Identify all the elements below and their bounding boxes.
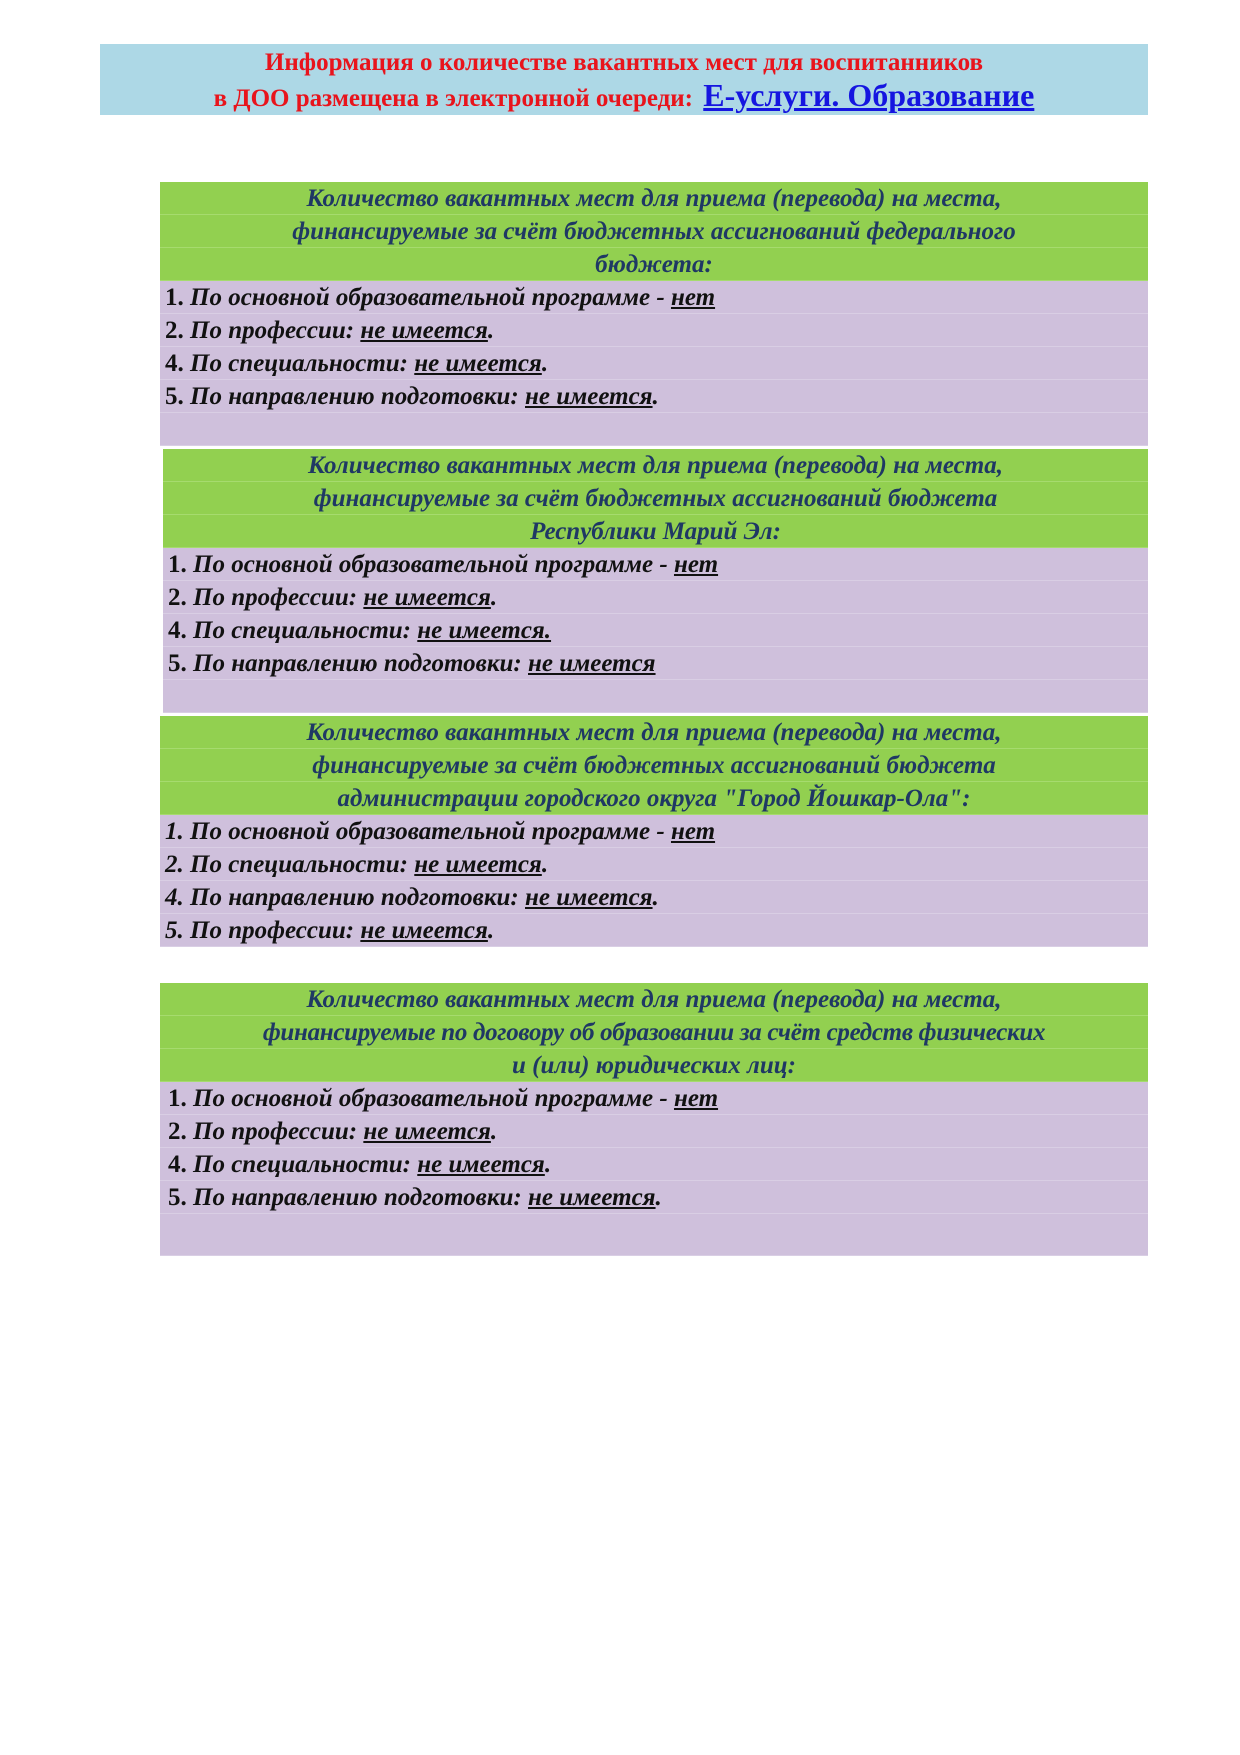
item-number: 1. xyxy=(165,818,184,845)
item-value: не имеется. xyxy=(417,617,552,644)
item-tail: . xyxy=(541,851,549,878)
list-item xyxy=(160,1082,1148,1115)
list-item xyxy=(163,548,1148,581)
banner-line-1: Информация о количестве вакантных мест для воспитанников xyxy=(264,49,984,76)
item-value: не имеется xyxy=(414,350,542,377)
item-value: не имеется xyxy=(363,1118,491,1145)
heading-line: Количество вакантных мест для приема (перевода) на места, xyxy=(160,182,1148,215)
item-value: не имеется xyxy=(528,1184,656,1211)
item-value: нет xyxy=(670,284,716,311)
section-items xyxy=(163,548,1148,713)
section-city-budget xyxy=(160,716,1148,947)
list-item xyxy=(160,347,1148,380)
section-items xyxy=(160,1082,1148,1256)
item-number: 5. xyxy=(165,917,184,944)
item-number: 4. xyxy=(165,884,184,911)
item-text: По профессии: xyxy=(190,317,361,344)
heading-line: Республики Марий Эл: xyxy=(163,515,1148,548)
item-number: 5. xyxy=(165,383,184,410)
item-value: нет xyxy=(670,818,716,845)
item-text: По специальности: xyxy=(190,851,415,878)
item-tail: . xyxy=(490,1118,498,1145)
item-tail: . xyxy=(487,317,495,344)
item-text: По направлению подготовки: xyxy=(193,1184,528,1211)
list-item xyxy=(160,1181,1148,1214)
item-value: не имеется xyxy=(360,317,488,344)
heading-line: Количество вакантных мест для приема (перевода) на места, xyxy=(163,449,1148,482)
list-item xyxy=(160,914,1148,947)
banner-line-2 xyxy=(100,79,1148,115)
banner-line-2-text: в ДОО размещена в электронной очереди: xyxy=(213,85,694,112)
item-number: 1. xyxy=(165,284,184,311)
item-number: 5. xyxy=(168,650,187,677)
item-text: По направлению подготовки: xyxy=(193,650,528,677)
section-heading xyxy=(163,449,1148,548)
heading-line: финансируемые за счёт бюджетных ассигнований бюджета xyxy=(163,482,1148,515)
list-item xyxy=(160,881,1148,914)
list-item xyxy=(160,1115,1148,1148)
item-text: По основной образовательной программе - xyxy=(190,818,671,845)
item-number: 5. xyxy=(168,1184,187,1211)
item-value: нет xyxy=(673,551,719,578)
item-tail: . xyxy=(652,884,659,911)
item-text: По профессии: xyxy=(193,1118,364,1145)
item-text: По основной образовательной программе - xyxy=(190,284,671,311)
item-text: По профессии: xyxy=(190,917,361,944)
heading-line: Количество вакантных мест для приема (перевода) на места, xyxy=(160,983,1148,1016)
section-heading xyxy=(160,983,1148,1082)
item-value: не имеется xyxy=(525,884,653,911)
item-number: 4. xyxy=(168,617,187,644)
item-number: 2. xyxy=(165,851,184,878)
item-tail: . xyxy=(487,917,495,944)
item-text: По основной образовательной программе - xyxy=(193,551,674,578)
heading-line: финансируемые за счёт бюджетных ассигнований бюджета xyxy=(160,749,1148,782)
item-tail: . xyxy=(655,1184,662,1211)
item-tail: . xyxy=(652,383,659,410)
blank-row xyxy=(163,680,1148,713)
list-item xyxy=(163,647,1148,680)
item-value: не имеется xyxy=(528,650,656,677)
list-item xyxy=(160,815,1148,848)
item-value: не имеется xyxy=(414,851,542,878)
item-value: не имеется xyxy=(417,1151,545,1178)
section-heading xyxy=(160,716,1148,815)
item-text: По специальности: xyxy=(193,617,418,644)
item-number: 2. xyxy=(168,584,187,611)
item-number: 2. xyxy=(168,1118,187,1145)
heading-line: финансируемые по договору об образовании за счёт средств физических xyxy=(160,1016,1148,1049)
list-item xyxy=(160,848,1148,881)
item-tail: . xyxy=(490,584,498,611)
blank-row xyxy=(160,413,1148,446)
item-value: не имеется xyxy=(525,383,653,410)
list-item xyxy=(163,581,1148,614)
item-tail: . xyxy=(544,1151,552,1178)
item-value: нет xyxy=(673,1085,719,1112)
item-text: По основной образовательной программе - xyxy=(193,1085,674,1112)
item-text: По профессии: xyxy=(193,584,364,611)
list-item xyxy=(160,314,1148,347)
item-number: 4. xyxy=(168,1151,187,1178)
item-number: 1. xyxy=(168,1085,187,1112)
section-republic-budget xyxy=(163,449,1148,713)
item-value: не имеется xyxy=(360,917,488,944)
e-services-link[interactable]: Е-услуги. Образование xyxy=(703,77,1035,113)
heading-line: бюджета: xyxy=(160,248,1148,281)
item-text: По направлению подготовки: xyxy=(190,383,525,410)
heading-line: и (или) юридических лиц: xyxy=(160,1049,1148,1082)
item-text: По специальности: xyxy=(193,1151,418,1178)
list-item xyxy=(160,1148,1148,1181)
section-items xyxy=(160,281,1148,446)
heading-line: администрации городского округа "Город Йошкар-Ола": xyxy=(160,782,1148,815)
section-federal-budget xyxy=(160,182,1148,446)
item-number: 2. xyxy=(165,317,184,344)
item-text: По специальности: xyxy=(190,350,415,377)
blank-row xyxy=(160,1214,1148,1256)
heading-line: финансируемые за счёт бюджетных ассигнований федерального xyxy=(160,215,1148,248)
info-banner xyxy=(100,44,1148,115)
heading-line: Количество вакантных мест для приема (перевода) на места, xyxy=(160,716,1148,749)
item-number: 4. xyxy=(165,350,184,377)
item-text: По направлению подготовки: xyxy=(190,884,525,911)
list-item xyxy=(163,614,1148,647)
section-heading xyxy=(160,182,1148,281)
section-contract-funding xyxy=(160,983,1148,1256)
list-item xyxy=(160,380,1148,413)
section-items xyxy=(160,815,1148,947)
item-value: не имеется xyxy=(363,584,491,611)
item-number: 1. xyxy=(168,551,187,578)
item-tail: . xyxy=(541,350,549,377)
list-item xyxy=(160,281,1148,314)
